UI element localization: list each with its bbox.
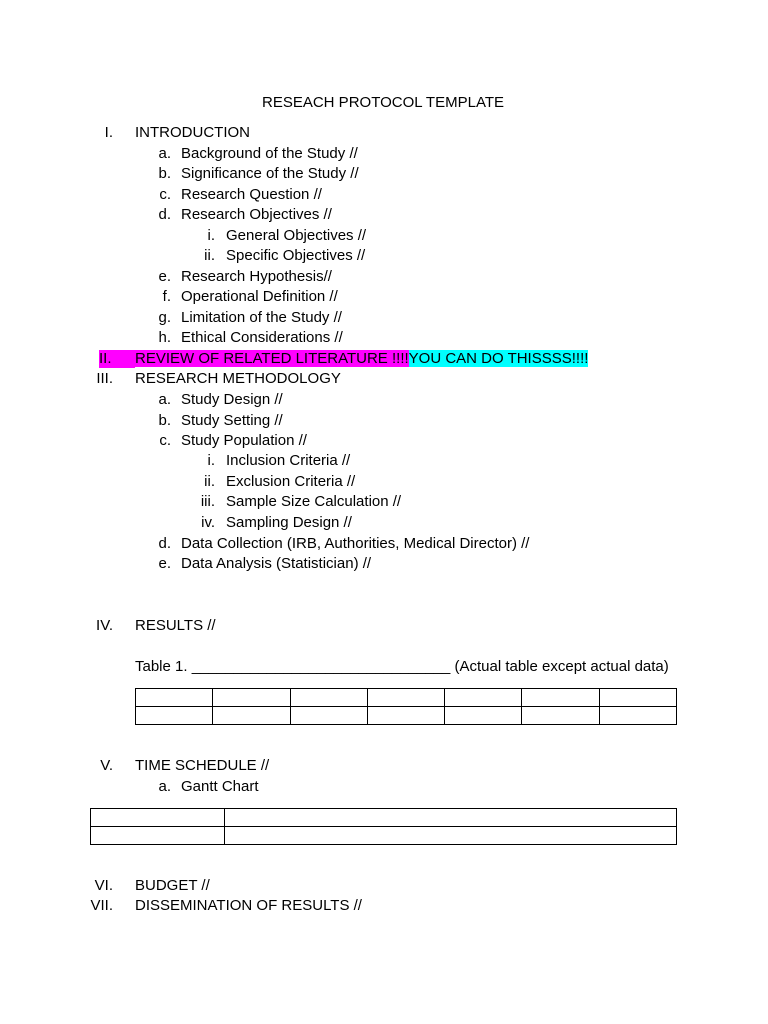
- table-cell: [445, 689, 522, 707]
- table-cell: [136, 707, 213, 725]
- list-item: Sample Size Calculation //: [226, 493, 402, 510]
- list-marker: i.: [207, 452, 215, 469]
- table-cell: [522, 707, 599, 725]
- section-heading-results: RESULTS //: [135, 617, 216, 634]
- highlighted-heading: REVIEW OF RELATED LITERATURE !!!!: [135, 350, 409, 367]
- list-marker: g.: [158, 309, 171, 326]
- section-numeral: II.: [99, 350, 112, 367]
- document-title: RESEACH PROTOCOL TEMPLATE: [262, 94, 504, 111]
- table-cell: [599, 689, 676, 707]
- table-row: [136, 707, 677, 725]
- list-item: Gantt Chart: [181, 778, 259, 795]
- table-cell: [136, 689, 213, 707]
- list-item: Inclusion Criteria //: [226, 452, 351, 469]
- section-heading-time-schedule: TIME SCHEDULE //: [135, 757, 270, 774]
- table-cell: [367, 707, 444, 725]
- section-heading-dissemination: DISSEMINATION OF RESULTS //: [135, 897, 362, 914]
- list-marker: d.: [158, 206, 171, 223]
- list-item: Ethical Considerations //: [181, 329, 343, 346]
- list-marker: c.: [159, 186, 171, 203]
- gantt-table: [90, 808, 677, 845]
- list-marker: f.: [162, 288, 171, 305]
- section-heading-introduction: INTRODUCTION: [135, 124, 250, 141]
- list-item: Research Objectives //: [181, 206, 332, 223]
- table-cell: [213, 707, 290, 725]
- table-cell: [367, 689, 444, 707]
- section-numeral: I.: [104, 124, 113, 141]
- section-heading-review: [135, 350, 588, 368]
- list-marker: h.: [158, 329, 171, 346]
- list-marker: i.: [207, 227, 215, 244]
- list-marker: d.: [158, 535, 171, 552]
- list-item: Sampling Design //: [226, 514, 352, 531]
- list-item: Operational Definition //: [181, 288, 338, 305]
- list-item: Data Analysis (Statistician) //: [181, 555, 372, 572]
- section-numeral-highlighted: [99, 350, 135, 368]
- list-item: Significance of the Study //: [181, 165, 359, 182]
- table-caption: Table 1. _______________________________ (Actual table except actual data): [135, 658, 669, 675]
- results-table: [135, 688, 677, 725]
- list-item: General Objectives //: [226, 227, 367, 244]
- list-marker: a.: [158, 391, 171, 408]
- section-heading-methodology: RESEARCH METHODOLOGY: [135, 370, 341, 387]
- section-numeral: V.: [100, 757, 113, 774]
- table-cell: [225, 809, 677, 827]
- table-cell: [290, 707, 367, 725]
- list-item: Specific Objectives //: [226, 247, 366, 264]
- list-item: Study Design //: [181, 391, 283, 408]
- list-item: Data Collection (IRB, Authorities, Medical Director) //: [181, 535, 530, 552]
- section-numeral: IV.: [96, 617, 113, 634]
- list-marker: a.: [158, 145, 171, 162]
- list-marker: iv.: [201, 514, 215, 531]
- list-marker: c.: [159, 432, 171, 449]
- section-numeral: VII.: [90, 897, 113, 914]
- list-marker: e.: [158, 268, 171, 285]
- table-cell: [445, 707, 522, 725]
- list-marker: b.: [158, 412, 171, 429]
- table-cell: [213, 689, 290, 707]
- section-heading-budget: BUDGET //: [135, 877, 210, 894]
- table-cell: [225, 827, 677, 845]
- table-row: [91, 809, 677, 827]
- list-marker: iii.: [200, 493, 215, 510]
- list-marker: ii.: [204, 247, 215, 264]
- list-item: Research Hypothesis//: [181, 268, 332, 285]
- list-marker: e.: [158, 555, 171, 572]
- table-row: [136, 689, 677, 707]
- list-item: Study Population //: [181, 432, 307, 449]
- table-cell: [599, 707, 676, 725]
- list-item: Study Setting //: [181, 412, 283, 429]
- list-item: Exclusion Criteria //: [226, 473, 356, 490]
- list-item: Background of the Study //: [181, 145, 358, 162]
- list-marker: a.: [158, 778, 171, 795]
- table-cell: [91, 809, 225, 827]
- table-cell: [522, 689, 599, 707]
- section-numeral: III.: [96, 370, 113, 387]
- list-item: Research Question //: [181, 186, 322, 203]
- table-row: [91, 827, 677, 845]
- section-numeral: VI.: [94, 877, 113, 894]
- list-marker: ii.: [204, 473, 215, 490]
- list-marker: b.: [158, 165, 171, 182]
- table-cell: [290, 689, 367, 707]
- highlighted-note: YOU CAN DO THISSSS!!!!: [408, 350, 589, 367]
- list-item: Limitation of the Study //: [181, 309, 342, 326]
- table-cell: [91, 827, 225, 845]
